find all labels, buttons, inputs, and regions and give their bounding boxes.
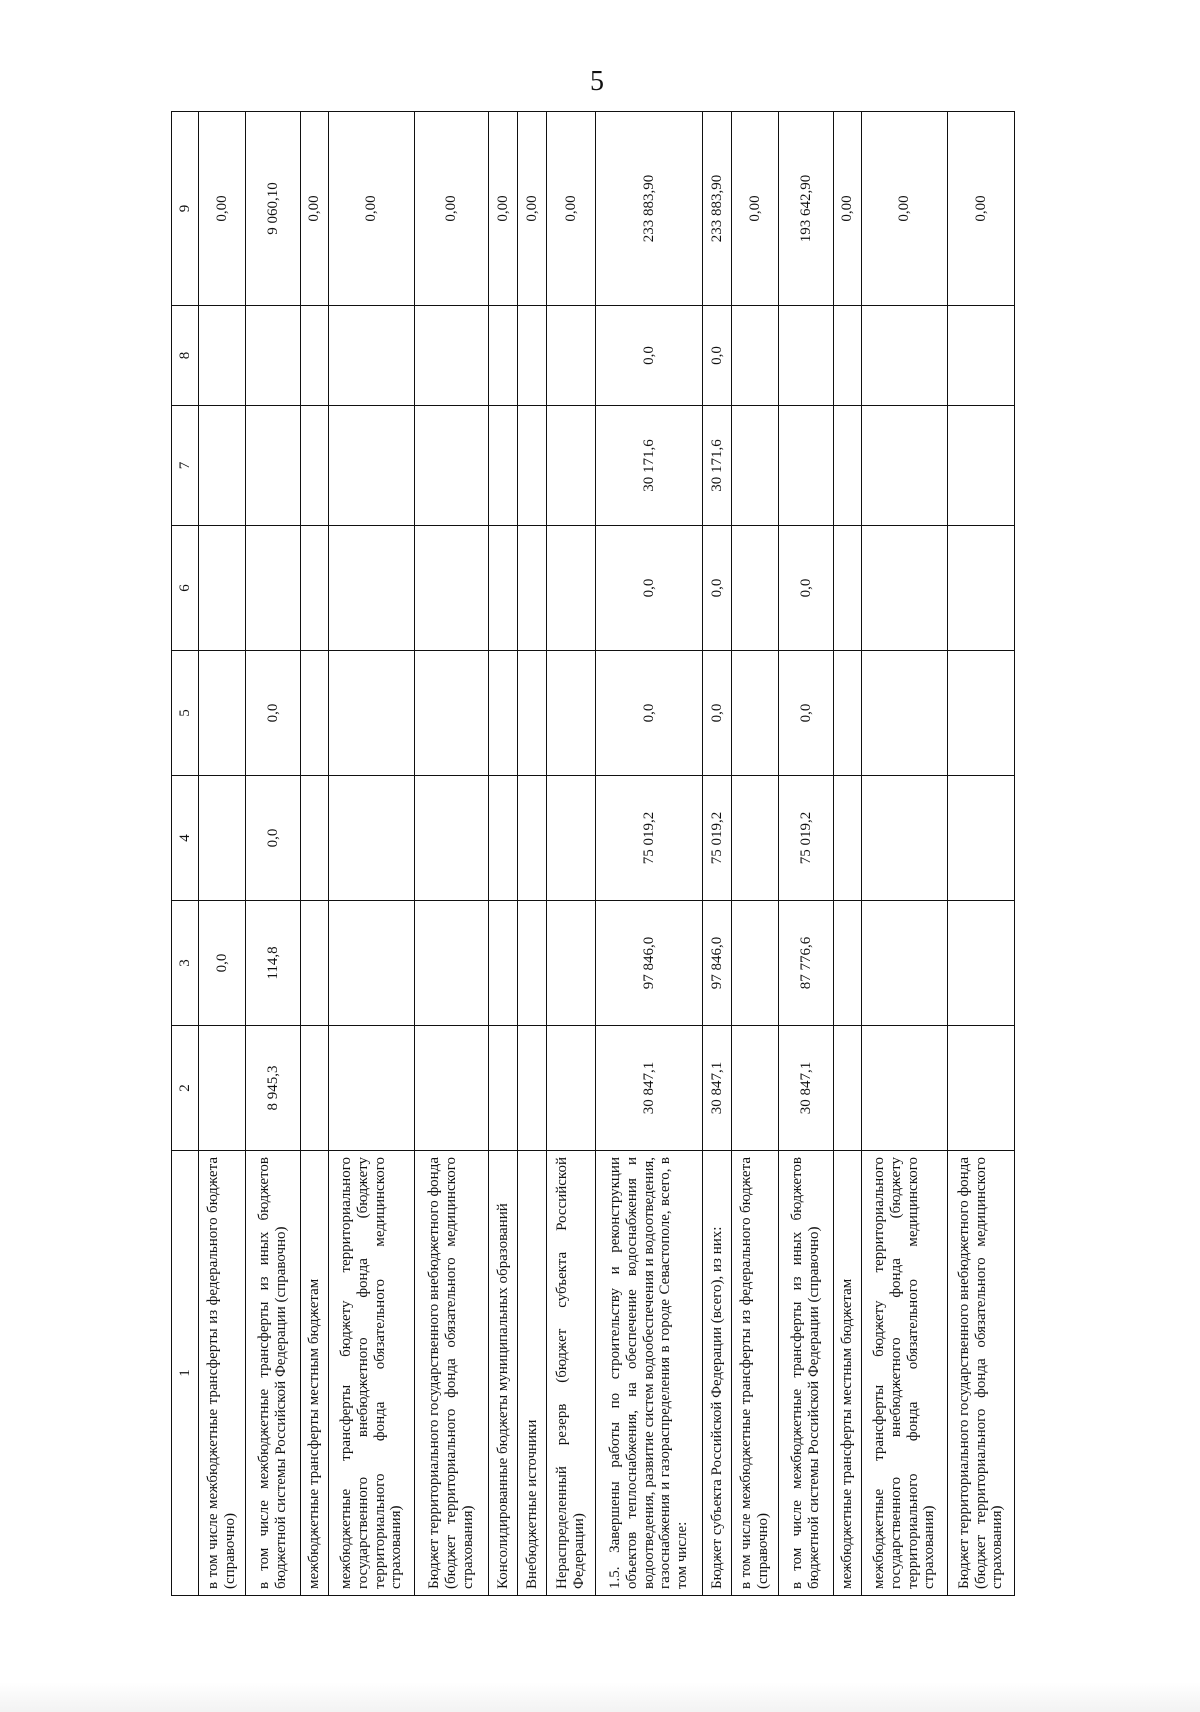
row-description: Бюджет субъекта Российской Федерации (всего), из них: [703, 1151, 732, 1596]
value-cell-col-9: 0,00 [329, 112, 415, 306]
value-cell-col-8 [246, 306, 301, 406]
value-cell-col-3 [518, 901, 547, 1026]
value-cell-col-7 [301, 406, 329, 526]
row-description: межбюджетные трансферты бюджету территориального государственного внебюджетного фонда (бюджету территориального фонда обязательного медицинского страхования) [329, 1151, 415, 1596]
rotated-table-container [171, 112, 1006, 1596]
value-cell-col-6: 0,0 [779, 526, 834, 651]
value-cell-col-8 [834, 306, 862, 406]
table-row [329, 112, 415, 1596]
value-cell-col-9: 0,00 [415, 112, 489, 306]
value-cell-col-7 [489, 406, 518, 526]
value-cell-col-9: 233 883,90 [703, 112, 732, 306]
value-cell-col-2 [301, 1026, 329, 1151]
value-cell-col-5: 0,0 [779, 651, 834, 776]
table-row [703, 112, 732, 1596]
value-cell-col-8 [948, 306, 1015, 406]
row-description: межбюджетные трансферты местным бюджетам [301, 1151, 329, 1596]
value-cell-col-5 [329, 651, 415, 776]
value-cell-col-9: 0,00 [948, 112, 1015, 306]
table-row [199, 112, 246, 1596]
row-description: в том числе межбюджетные трансферты из иных бюджетов бюджетной системы Российской Федерации (справочно) [246, 1151, 301, 1596]
value-cell-col-6 [834, 526, 862, 651]
value-cell-col-5 [862, 651, 948, 776]
value-cell-col-6 [415, 526, 489, 651]
value-cell-col-8 [415, 306, 489, 406]
value-cell-col-6 [732, 526, 779, 651]
value-cell-col-3: 87 776,6 [779, 901, 834, 1026]
value-cell-col-6 [246, 526, 301, 651]
value-cell-col-5: 0,0 [246, 651, 301, 776]
value-cell-col-3: 97 846,0 [703, 901, 732, 1026]
column-header-2: 2 [172, 1026, 199, 1151]
value-cell-col-2: 30 847,1 [703, 1026, 732, 1151]
column-header-9: 9 [172, 112, 199, 306]
value-cell-col-3 [489, 901, 518, 1026]
page-number: 5 [590, 66, 604, 97]
value-cell-col-4 [948, 776, 1015, 901]
column-header-5: 5 [172, 651, 199, 776]
value-cell-col-6 [301, 526, 329, 651]
column-header-6: 6 [172, 526, 199, 651]
value-cell-col-5 [415, 651, 489, 776]
value-cell-col-6: 0,0 [596, 526, 703, 651]
value-cell-col-4: 75 019,2 [596, 776, 703, 901]
value-cell-col-2 [489, 1026, 518, 1151]
value-cell-col-4 [547, 776, 596, 901]
value-cell-col-6 [547, 526, 596, 651]
value-cell-col-3 [732, 901, 779, 1026]
row-description: Внебюджетные источники [518, 1151, 547, 1596]
value-cell-col-6 [489, 526, 518, 651]
value-cell-col-4 [415, 776, 489, 901]
value-cell-col-2 [199, 1026, 246, 1151]
value-cell-col-5 [518, 651, 547, 776]
value-cell-col-7 [329, 406, 415, 526]
row-description: межбюджетные трансферты бюджету территориального государственного внебюджетного фонда (бюджету территориального фонда обязательного медицинского страхования) [862, 1151, 948, 1596]
value-cell-col-5 [301, 651, 329, 776]
column-header-4: 4 [172, 776, 199, 901]
value-cell-col-9: 0,00 [489, 112, 518, 306]
value-cell-col-6 [329, 526, 415, 651]
scan-shadow [0, 1682, 1200, 1712]
value-cell-col-8 [862, 306, 948, 406]
value-cell-col-6 [862, 526, 948, 651]
value-cell-col-2 [547, 1026, 596, 1151]
value-cell-col-8 [489, 306, 518, 406]
value-cell-col-5: 0,0 [703, 651, 732, 776]
value-cell-col-4 [518, 776, 547, 901]
value-cell-col-7 [246, 406, 301, 526]
value-cell-col-7 [862, 406, 948, 526]
value-cell-col-6 [518, 526, 547, 651]
value-cell-col-9: 0,00 [862, 112, 948, 306]
table-row [547, 112, 596, 1596]
value-cell-col-2 [329, 1026, 415, 1151]
value-cell-col-4 [329, 776, 415, 901]
value-cell-col-3 [415, 901, 489, 1026]
value-cell-col-3 [948, 901, 1015, 1026]
column-header-1: 1 [172, 1151, 199, 1596]
value-cell-col-9: 0,00 [834, 112, 862, 306]
table-row [301, 112, 329, 1596]
value-cell-col-4 [489, 776, 518, 901]
value-cell-col-9: 0,00 [199, 112, 246, 306]
value-cell-col-5: 0,0 [596, 651, 703, 776]
value-cell-col-4 [862, 776, 948, 901]
value-cell-col-8 [779, 306, 834, 406]
table-row [246, 112, 301, 1596]
row-description: в том числе межбюджетные трансферты из иных бюджетов бюджетной системы Российской Федерации (справочно) [779, 1151, 834, 1596]
value-cell-col-2 [862, 1026, 948, 1151]
table-row [779, 112, 834, 1596]
table-row [415, 112, 489, 1596]
value-cell-col-3 [547, 901, 596, 1026]
value-cell-col-2 [834, 1026, 862, 1151]
value-cell-col-7 [518, 406, 547, 526]
value-cell-col-9: 233 883,90 [596, 112, 703, 306]
value-cell-col-7 [415, 406, 489, 526]
value-cell-col-2: 30 847,1 [596, 1026, 703, 1151]
column-header-8: 8 [172, 306, 199, 406]
value-cell-col-7 [547, 406, 596, 526]
value-cell-col-9: 0,00 [301, 112, 329, 306]
value-cell-col-5 [948, 651, 1015, 776]
value-cell-col-5 [834, 651, 862, 776]
budget-table [171, 111, 1015, 1596]
value-cell-col-3: 114,8 [246, 901, 301, 1026]
value-cell-col-3 [862, 901, 948, 1026]
value-cell-col-2 [732, 1026, 779, 1151]
value-cell-col-4 [301, 776, 329, 901]
value-cell-col-6: 0,0 [703, 526, 732, 651]
value-cell-col-4 [834, 776, 862, 901]
value-cell-col-3 [329, 901, 415, 1026]
table-header-row [172, 112, 199, 1596]
value-cell-col-8 [199, 306, 246, 406]
value-cell-col-4 [732, 776, 779, 901]
value-cell-col-8: 0,0 [596, 306, 703, 406]
column-header-3: 3 [172, 901, 199, 1026]
value-cell-col-2 [415, 1026, 489, 1151]
value-cell-col-2: 30 847,1 [779, 1026, 834, 1151]
table-body [199, 112, 1015, 1596]
value-cell-col-2: 8 945,3 [246, 1026, 301, 1151]
column-header-7: 7 [172, 406, 199, 526]
value-cell-col-4 [199, 776, 246, 901]
value-cell-col-3 [301, 901, 329, 1026]
value-cell-col-8 [732, 306, 779, 406]
row-description: Бюджет территориального государственного внебюджетного фонда (бюджет территориального фонда обязательного медицинского страхования) [948, 1151, 1015, 1596]
value-cell-col-7 [948, 406, 1015, 526]
value-cell-col-7: 30 171,6 [596, 406, 703, 526]
value-cell-col-8 [547, 306, 596, 406]
value-cell-col-9: 0,00 [547, 112, 596, 306]
row-description: межбюджетные трансферты местным бюджетам [834, 1151, 862, 1596]
value-cell-col-9: 0,00 [518, 112, 547, 306]
value-cell-col-7 [779, 406, 834, 526]
value-cell-col-7 [199, 406, 246, 526]
value-cell-col-5 [547, 651, 596, 776]
value-cell-col-4: 75 019,2 [779, 776, 834, 901]
value-cell-col-7 [834, 406, 862, 526]
value-cell-col-9: 9 060,10 [246, 112, 301, 306]
value-cell-col-3 [834, 901, 862, 1026]
table-row [834, 112, 862, 1596]
row-description: Нераспределенный резерв (бюджет субъекта Российской Федерации) [547, 1151, 596, 1596]
row-description: 1.5. Завершены работы по строительству и реконструкции объектов теплоснабжения, на обеспечение водоснабжения и водоотведения, развитие систем водообеспечения и водоотведения, газоснабжения и газораспределения в городе Севастополе, всего, в том числе: [596, 1151, 703, 1596]
row-description: в том числе межбюджетные трансферты из федерального бюджета (справочно) [199, 1151, 246, 1596]
table-row [518, 112, 547, 1596]
table-row [596, 112, 703, 1596]
value-cell-col-7 [732, 406, 779, 526]
value-cell-col-3: 97 846,0 [596, 901, 703, 1026]
row-description: Бюджет территориального государственного внебюджетного фонда (бюджет территориального фонда обязательного медицинского страхования) [415, 1151, 489, 1596]
value-cell-col-4: 75 019,2 [703, 776, 732, 901]
row-description: в том числе межбюджетные трансферты из федерального бюджета (справочно) [732, 1151, 779, 1596]
value-cell-col-5 [199, 651, 246, 776]
value-cell-col-3: 0,0 [199, 901, 246, 1026]
value-cell-col-6 [948, 526, 1015, 651]
value-cell-col-9: 0,00 [732, 112, 779, 306]
value-cell-col-2 [518, 1026, 547, 1151]
value-cell-col-5 [732, 651, 779, 776]
row-description: Консолидированные бюджеты муниципальных образований [489, 1151, 518, 1596]
value-cell-col-5 [489, 651, 518, 776]
table-row [732, 112, 779, 1596]
value-cell-col-8: 0,0 [703, 306, 732, 406]
value-cell-col-7: 30 171,6 [703, 406, 732, 526]
table-row [862, 112, 948, 1596]
value-cell-col-6 [199, 526, 246, 651]
table-row [489, 112, 518, 1596]
value-cell-col-4: 0,0 [246, 776, 301, 901]
value-cell-col-2 [948, 1026, 1015, 1151]
value-cell-col-9: 193 642,90 [779, 112, 834, 306]
table-row [948, 112, 1015, 1596]
value-cell-col-8 [301, 306, 329, 406]
value-cell-col-8 [518, 306, 547, 406]
value-cell-col-8 [329, 306, 415, 406]
